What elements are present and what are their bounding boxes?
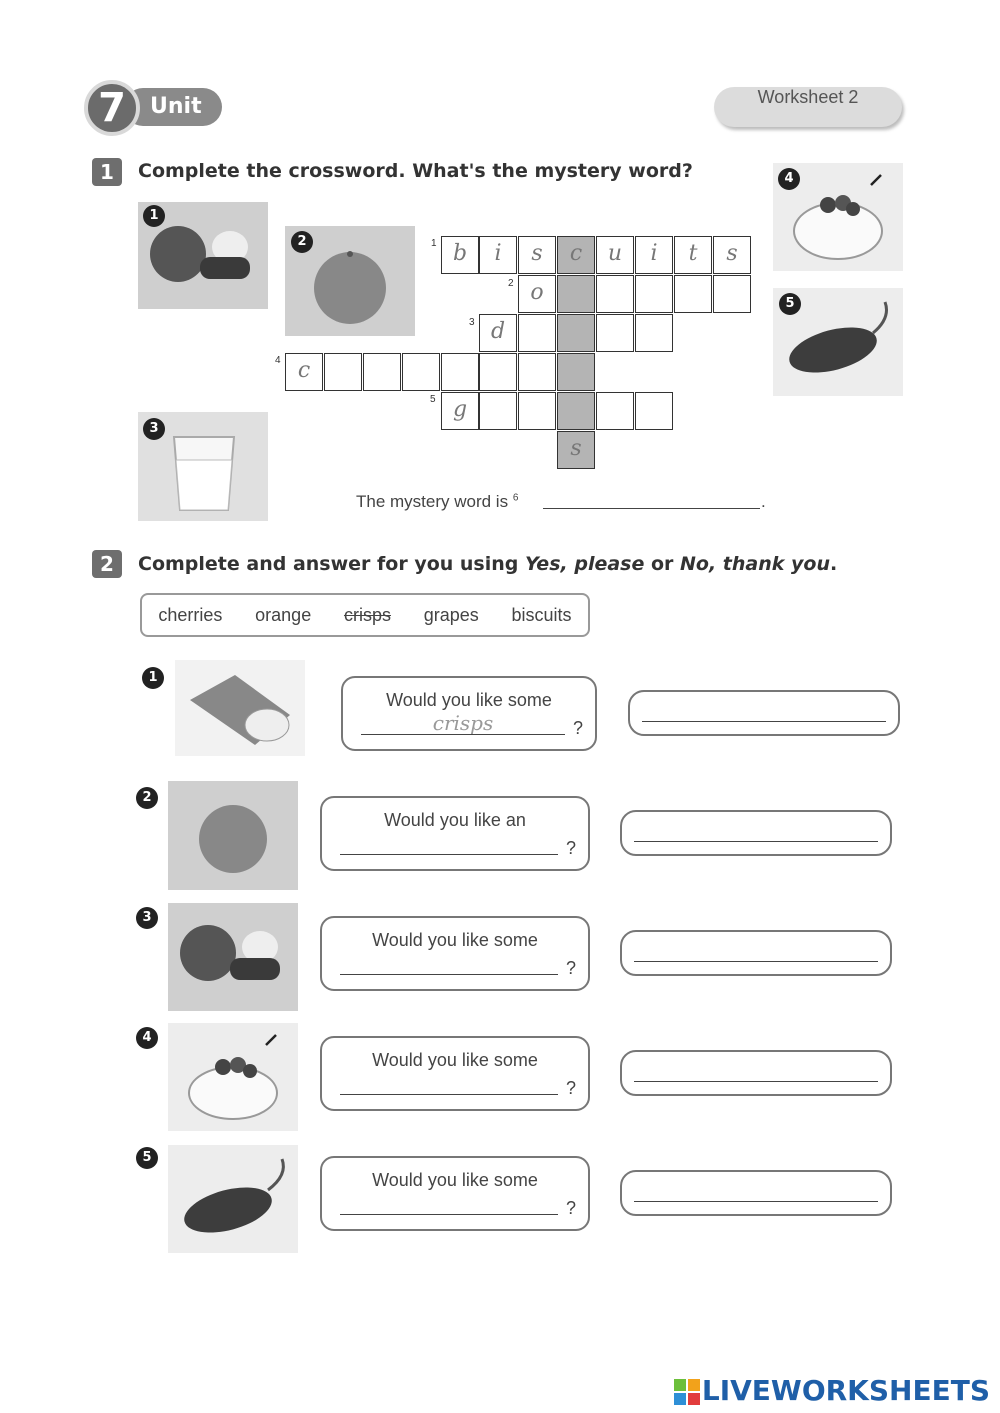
clue-number-5: 5	[430, 394, 436, 405]
word-bank	[140, 593, 590, 637]
answer-input[interactable]: crisps	[361, 712, 565, 735]
item-number-3: 3	[136, 907, 158, 929]
item-picture-4	[168, 1023, 298, 1131]
question-bubble-5	[320, 1156, 590, 1231]
question-text: Would you like an	[384, 810, 526, 830]
word-bank-item-crossed: crisps	[343, 604, 391, 625]
reply-bubble-5	[620, 1170, 892, 1216]
question-mark: ?	[565, 958, 576, 978]
clue-number-1: 1	[431, 238, 437, 249]
cherries-icon	[168, 1023, 298, 1131]
section-2-or: or	[644, 553, 681, 575]
question-text: Would you like some	[372, 1170, 538, 1190]
clue-number-4: 4	[275, 355, 281, 366]
crossword-cell[interactable]	[635, 275, 673, 313]
picture-number-4: 4	[778, 168, 800, 190]
brand-text: LIVEWORKSHEETS	[701, 1374, 990, 1407]
crossword-cell-mystery[interactable]: c	[557, 236, 595, 274]
mystery-word-sentence	[356, 492, 518, 512]
question-bubble-3	[320, 916, 590, 991]
question-text: Would you like some	[386, 690, 552, 710]
unit-number: 7	[84, 80, 140, 136]
crossword-cell[interactable]: u	[596, 236, 634, 274]
crossword-cell[interactable]	[635, 314, 673, 352]
question-mark: ?	[572, 718, 583, 738]
picture-number-1: 1	[143, 205, 165, 227]
liveworksheets-logo-icon	[674, 1379, 700, 1405]
item-number-5: 5	[136, 1147, 158, 1169]
section-2-instruction	[138, 553, 837, 575]
crossword-cell[interactable]	[441, 353, 479, 391]
crossword-cell[interactable]: g	[441, 392, 479, 430]
item-picture-3	[168, 903, 298, 1011]
crossword-cell[interactable]: b	[441, 236, 479, 274]
section-2-yes-please: Yes, please	[525, 553, 645, 575]
word-bank-item: grapes	[423, 604, 479, 625]
item-number-2: 2	[136, 787, 158, 809]
crossword-cell[interactable]: d	[479, 314, 517, 352]
picture-number-2: 2	[291, 231, 313, 253]
crossword-cell[interactable]: o	[518, 275, 556, 313]
crossword-cell-mystery[interactable]	[557, 392, 595, 430]
answer-input[interactable]	[340, 1192, 558, 1215]
question-mark: ?	[565, 1198, 576, 1218]
reply-input[interactable]	[634, 1201, 878, 1202]
clue-number-3: 3	[469, 317, 475, 328]
word-bank-item: biscuits	[511, 604, 572, 625]
crossword-cell[interactable]	[479, 392, 517, 430]
item-picture-5	[168, 1145, 298, 1253]
crossword-cell[interactable]: t	[674, 236, 712, 274]
answer-input[interactable]	[340, 832, 558, 855]
worksheet-label: Worksheet 2	[714, 87, 902, 127]
grapes-icon	[168, 1145, 298, 1253]
reply-input[interactable]	[634, 841, 878, 842]
unit-label: Unit	[124, 88, 222, 126]
question-text: Would you like some	[372, 1050, 538, 1070]
biscuits-icon	[168, 903, 298, 1011]
liveworksheets-brand	[674, 1374, 990, 1407]
picture-number-5: 5	[779, 293, 801, 315]
crossword-cell[interactable]	[635, 392, 673, 430]
section-1-number: 1	[92, 158, 122, 186]
crossword-cell[interactable]	[402, 353, 440, 391]
picture-number-3: 3	[143, 418, 165, 440]
reply-bubble-2	[620, 810, 892, 856]
section-2-instruction-start: Complete and answer for you using	[138, 553, 525, 575]
question-bubble-1	[341, 676, 597, 751]
crossword-cell[interactable]	[324, 353, 362, 391]
item-number-4: 4	[136, 1027, 158, 1049]
crossword-cell[interactable]	[479, 353, 517, 391]
crossword-cell-mystery[interactable]: s	[557, 431, 595, 469]
question-text: Would you like some	[372, 930, 538, 950]
crossword-cell[interactable]	[713, 275, 751, 313]
reply-bubble-4	[620, 1050, 892, 1096]
answer-input[interactable]	[340, 952, 558, 975]
crossword-cell[interactable]	[518, 314, 556, 352]
reply-input[interactable]	[634, 1081, 878, 1082]
crossword-cell-mystery[interactable]	[557, 314, 595, 352]
item-number-1: 1	[142, 667, 164, 689]
crossword-cell-mystery[interactable]	[557, 353, 595, 391]
mystery-word-number: 6	[512, 492, 519, 504]
crossword-cell[interactable]: i	[635, 236, 673, 274]
crossword-cell[interactable]: s	[713, 236, 751, 274]
reply-input[interactable]	[642, 721, 886, 722]
mystery-word-input[interactable]	[543, 508, 760, 509]
answer-input[interactable]	[340, 1072, 558, 1095]
crossword-cell[interactable]	[518, 353, 556, 391]
section-2-no-thank-you: No, thank you	[680, 553, 830, 575]
reply-bubble-3	[620, 930, 892, 976]
crossword-cell[interactable]: i	[479, 236, 517, 274]
section-1-instruction: Complete the crossword. What's the mystery word?	[138, 160, 693, 182]
item-picture-2	[168, 781, 298, 890]
clue-number-2: 2	[508, 278, 514, 289]
section-2-number: 2	[92, 550, 122, 578]
question-mark: ?	[565, 1078, 576, 1098]
crossword-cell[interactable]	[596, 314, 634, 352]
crossword-cell[interactable]	[596, 275, 634, 313]
question-bubble-4	[320, 1036, 590, 1111]
reply-bubble-1	[628, 690, 900, 736]
crossword-cell[interactable]: c	[285, 353, 323, 391]
question-bubble-2	[320, 796, 590, 871]
orange-icon	[168, 781, 298, 890]
crossword-cell-mystery[interactable]	[557, 275, 595, 313]
word-bank-item: orange	[255, 604, 312, 625]
crisps-icon	[175, 660, 305, 756]
mystery-word-period: .	[761, 492, 766, 511]
unit-badge	[84, 80, 224, 136]
mystery-word-label: The mystery word is	[356, 492, 513, 511]
crossword-cell[interactable]	[518, 392, 556, 430]
word-bank-item: cherries	[158, 604, 223, 625]
crossword-cell[interactable]: s	[518, 236, 556, 274]
item-picture-1	[175, 660, 305, 756]
crossword-cell[interactable]	[596, 392, 634, 430]
question-mark: ?	[565, 838, 576, 858]
crossword-cell[interactable]	[363, 353, 401, 391]
reply-input[interactable]	[634, 961, 878, 962]
crossword-cell[interactable]	[674, 275, 712, 313]
section-2-instruction-end: .	[829, 553, 838, 575]
